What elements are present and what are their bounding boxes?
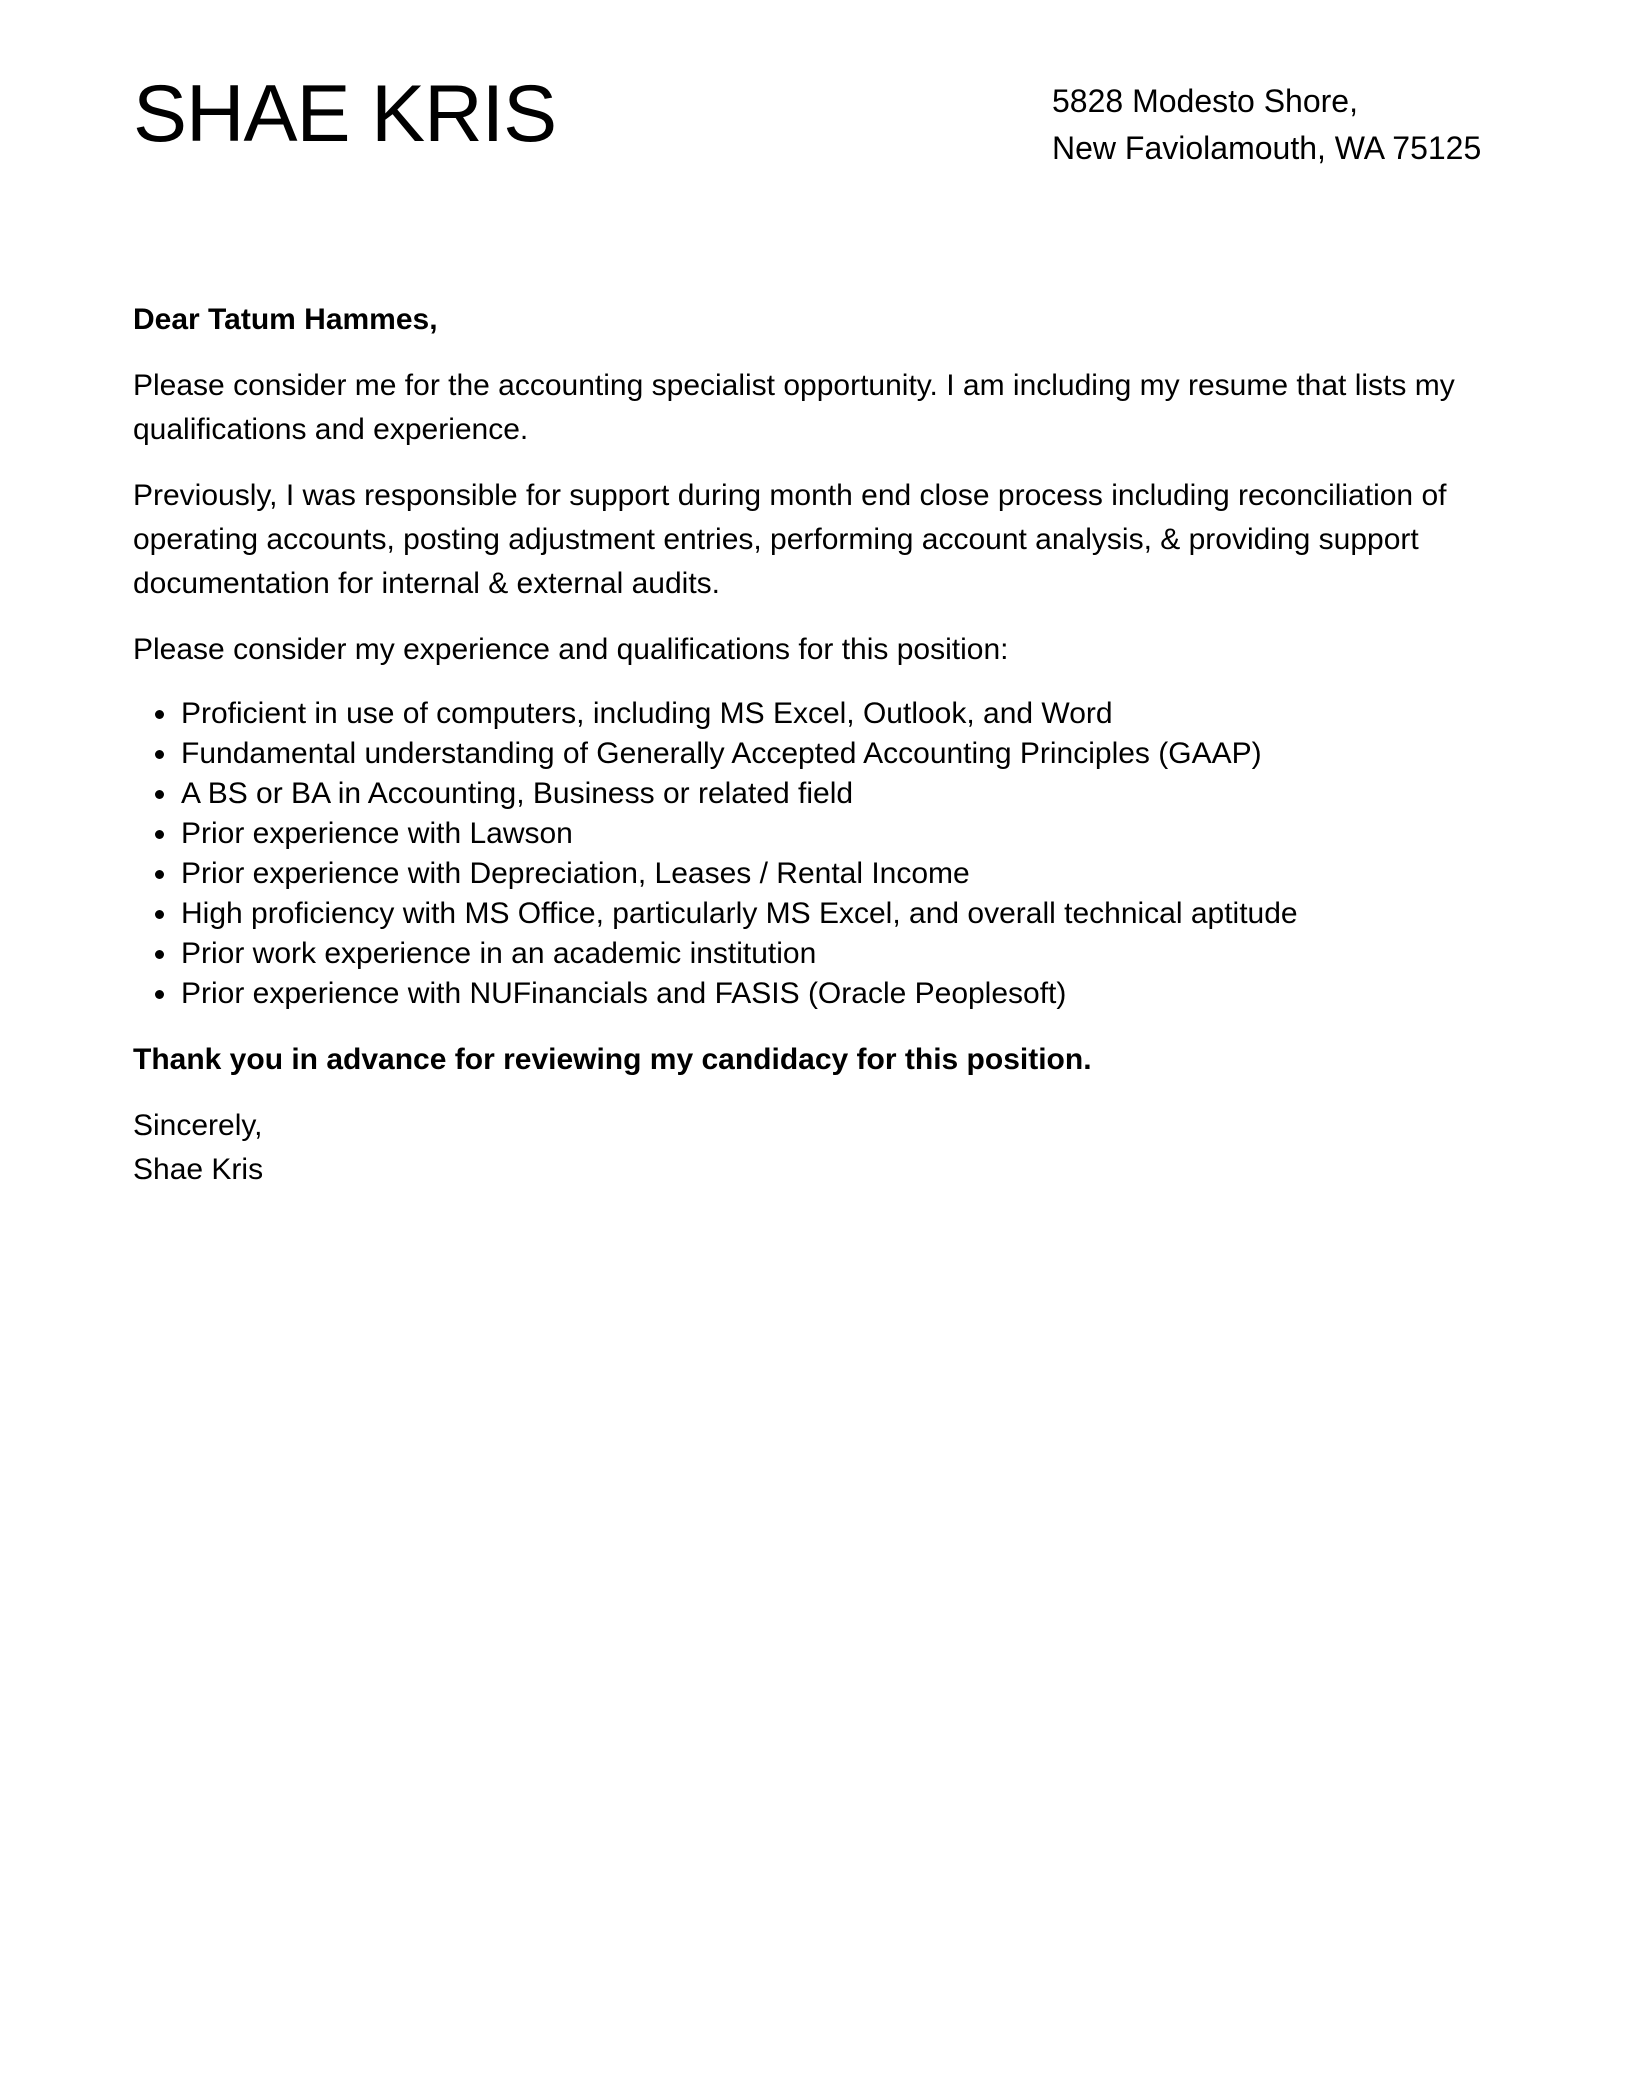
letter-body xyxy=(133,298,1503,1192)
bullet-dot-icon xyxy=(155,790,164,799)
experience-paragraph: Previously, I was responsible for support during month end close process including reconciliation of operating accounts, posting adjustment entries, performing account analysis, & providing support documentation for internal & external audits. xyxy=(133,479,1447,600)
salutation: Dear Tatum Hammes, xyxy=(133,303,438,336)
list-item-text: Proficient in use of computers, including MS Excel, Outlook, and Word xyxy=(181,697,1113,730)
signoff-block xyxy=(133,1104,1503,1192)
applicant-address xyxy=(1052,78,1481,172)
list-item-text: Fundamental understanding of Generally Accepted Accounting Principles (GAAP) xyxy=(181,737,1262,770)
qualifications-intro-paragraph: Please consider my experience and qualifications for this position: xyxy=(133,633,1009,666)
list-item xyxy=(133,734,1503,774)
signature-name: Shae Kris xyxy=(133,1153,264,1186)
intro-paragraph: Please consider me for the accounting specialist opportunity. I am including my resume that lists my qualifications and experience. xyxy=(133,369,1455,446)
list-item xyxy=(133,974,1503,1014)
list-item xyxy=(133,774,1503,814)
list-item-text: High proficiency with MS Office, particularly MS Excel, and overall technical aptitude xyxy=(181,897,1298,930)
bullet-dot-icon xyxy=(155,910,164,919)
applicant-name-heading: SHAE KRIS xyxy=(133,69,557,159)
list-item xyxy=(133,814,1503,854)
qualifications-list xyxy=(133,694,1503,1014)
bullet-dot-icon xyxy=(155,830,164,839)
address-line-1: 5828 Modesto Shore, xyxy=(1052,83,1358,119)
list-item-text: Prior experience with Lawson xyxy=(181,817,573,850)
list-item-text: Prior experience with NUFinancials and FASIS (Oracle Peoplesoft) xyxy=(181,977,1067,1010)
address-line-2: New Faviolamouth, WA 75125 xyxy=(1052,130,1482,166)
bullet-dot-icon xyxy=(155,750,164,759)
list-item xyxy=(133,934,1503,974)
list-item xyxy=(133,854,1503,894)
list-item-text: A BS or BA in Accounting, Business or related field xyxy=(181,777,854,810)
signoff-text: Sincerely, xyxy=(133,1109,263,1142)
bullet-dot-icon xyxy=(155,710,164,719)
closing-sentence: Thank you in advance for reviewing my candidacy for this position. xyxy=(133,1043,1092,1076)
list-item-text: Prior experience with Depreciation, Leases / Rental Income xyxy=(181,857,970,890)
bullet-dot-icon xyxy=(155,950,164,959)
list-item-text: Prior work experience in an academic institution xyxy=(181,937,817,970)
bullet-dot-icon xyxy=(155,990,164,999)
list-item xyxy=(133,694,1503,734)
bullet-dot-icon xyxy=(155,870,164,879)
list-item xyxy=(133,894,1503,934)
